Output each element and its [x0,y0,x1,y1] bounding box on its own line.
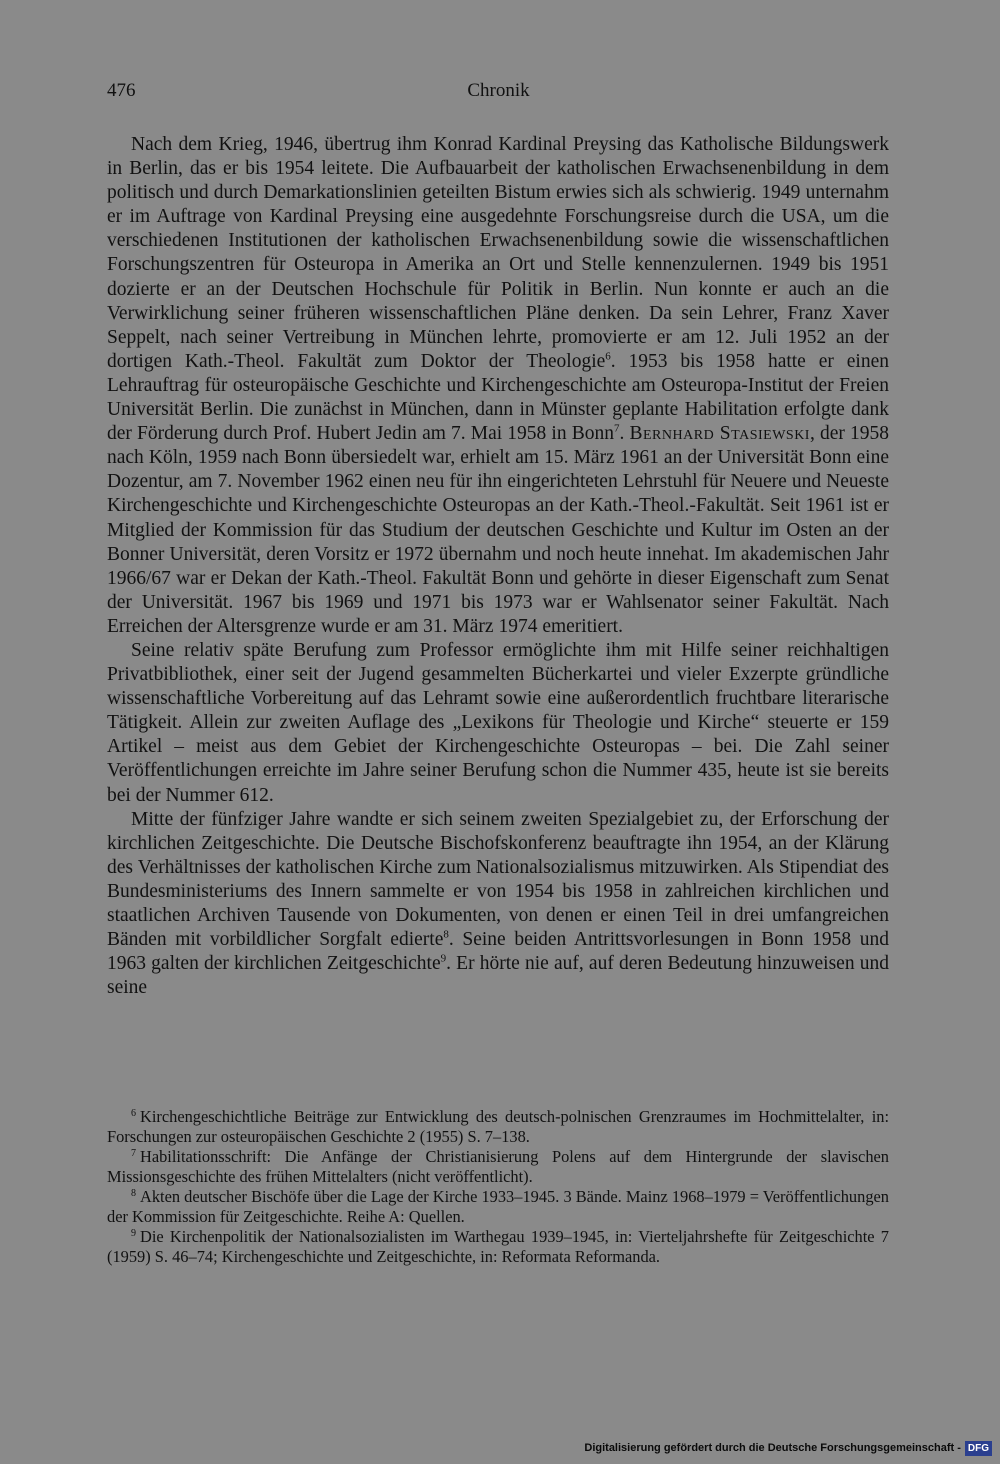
footnote-ref: 8 [443,928,449,941]
footnote-ref: 9 [440,952,447,965]
footnote: $^6$ Kirchengeschichtliche Beiträge zur Entwicklung des deutsch-polnischen Grenzraumes im Hochmittelalter, in: Forschungen zur osteuropäischen Geschichte 2 (1955) S. 7–138. [107,1107,889,1146]
digitization-credit [584,1440,992,1456]
footnote-mark: 9 [131,1227,136,1239]
person-name: Bernhard Stasiewski [629,423,810,445]
footnote-mark: 8 [131,1187,136,1199]
paragraph: Nach dem Krieg, 1946, übertrug ihm Konrad Kardinal Preysing das Katholische Bildungswerk in Berlin, das er bis 1954 leitete. Die Aufbauarbeit der katholischen Erwachsenenbildung in dem politisch und durch Demarkationslinien geteilten Bistum erwies sich als schwierig. 1949 unternahm er im Auftrage von Kardinal Preysing eine ausgedehnte Forschungsreise durch die USA, um die verschiedenen Institutionen der katholischen Erwachsenenbildung sowie die wissenschaftlichen Forschungszentren für Osteuropa in Amerika an Ort und Stelle kennenzulernen. 1949 bis 1951 dozierte er an der Deutschen Hochschule für Politik in Berlin. Nun konnte er auch an die Verwirklichung seiner früheren wissenschaftlichen Pläne denken. Da sein Lehrer, Franz Xaver Seppelt, nach seiner Vertreibung in München lehrte, promovierte er am 12. Juli 1952 an der dortigen Kath.-Theol. Fakultät zum Doktor der Theologie$^6$. 1953 bis 1958 hatte er einen Lehrauftrag für osteuropäische Geschichte und Kirchengeschichte am Osteuropa-Institut der Freien Universität Berlin. Die zunächst in München, dann in Münster geplante Habilitation erfolgte dank der Förderung durch Prof. Hubert Jedin am 7. Mai 1958 in Bonn$^7$. Bernhard Stasiewski, der 1958 nach Köln, 1959 nach Bonn übersiedelt war, erhielt am 15. März 1961 an der Universität Bonn eine Dozentur, am 7. November 1962 einen neu für ihn eingerichteten Lehrstuhl für Neuere und Neueste Kirchengeschichte und Kirchengeschichte Osteuropas an der Kath.-Theol.-Fakultät. Seit 1961 ist er Mitglied der Kommission für das Studium der deutschen Geschichte und Kultur im Osten an der Bonner Universität, deren Vorsitz er 1972 übernahm und noch heute innehat. Im akademischen Jahr 1966/67 war er Dekan der Kath.-Theol. Fakultät Bonn und gehörte in dieser Eigenschaft zum Senat der Universität. 1967 bis 1969 und 1971 bis 1973 war er Wahlsenator seiner Fakultät. Nach Erreichen der Altersgrenze wurde er am 31. März 1974 emeritiert. [107,134,889,637]
footnote: $^8$ Akten deutscher Bischöfe über die Lage der Kirche 1933–1945. 3 Bände. Mainz 1968–1979 = Veröffentlichungen der Kommission für Zeitgeschichte. Reihe A: Quellen. [107,1187,889,1226]
credit-text: Digitalisierung gefördert durch die Deutsche Forschungsgemeinschaft - [584,1442,961,1454]
running-title: Chronik [467,80,530,101]
footnote: $^7$ Habilitationsschrift: Die Anfänge der Christianisierung Polens auf dem Hintergrunde der slavischen Missionsgeschichte des frühen Mittelalters (nicht veröffentlicht). [107,1147,889,1186]
footnote: $^9$ Die Kirchenpolitik der Nationalsozialisten im Warthegau 1939–1945, in: Vierteljahrshefte für Zeitgeschichte 7 (1959) S. 46–74; Kirchengeschichte und Zeitgeschichte, in: Reformata Reformanda. [107,1227,889,1266]
dfg-logo: DFG [965,1441,992,1456]
page-number: 476 [107,80,136,101]
footnote-ref: 7 [613,422,620,435]
body-text [107,133,889,1000]
footnote-mark: 7 [131,1147,136,1159]
page-header [107,80,890,110]
footnote-ref: 6 [605,350,611,363]
paragraph: Seine relativ späte Berufung zum Professor ermöglichte ihm mit Hilfe seiner reichhaltigen Privatbibliothek, einer seit der Jugend gesammelten Bücherkartei und vieler Exzerpte gründliche wissenschaftliche Vorbereitung auf das Lehramt sowie eine außerordentlich fruchtbare literarische Tätigkeit. Allein zur zweiten Auflage des „Lexikons für Theologie und Kirche“ steuerte er 159 Artikel – meist aus dem Gebiet der Kirchengeschichte Osteuropas – bei. Die Zahl seiner Veröffentlichungen erreichte im Jahre seiner Berufung schon die Nummer 435, heute ist sie bereits bei der Nummer 612. [107,639,889,806]
footnotes [107,1107,889,1267]
paragraph: Mitte der fünfziger Jahre wandte er sich seinem zweiten Spezialgebiet zu, der Erforschung der kirchlichen Zeitgeschichte. Die Deutsche Bischofskonferenz beauftragte ihn 1954, an der Klärung des Verhältnisses der katholischen Kirche zum Nationalsozialismus mitzuwirken. Als Stipendiat des Bundesministeriums des Innern sammelte er von 1954 bis 1958 in zahlreichen kirchlichen und staatlichen Archiven Tausende von Dokumenten, von denen er einen Teil in drei umfangreichen Bänden mit vorbildlicher Sorgfalt edierte$^8$. Seine beiden Antrittsvorlesungen in Bonn 1958 und 1963 galten der kirchlichen Zeitgeschichte$^9$. Er hörte nie auf, auf deren Bedeutung hinzuweisen und seine [107,808,890,999]
footnote-mark: 6 [131,1107,136,1119]
